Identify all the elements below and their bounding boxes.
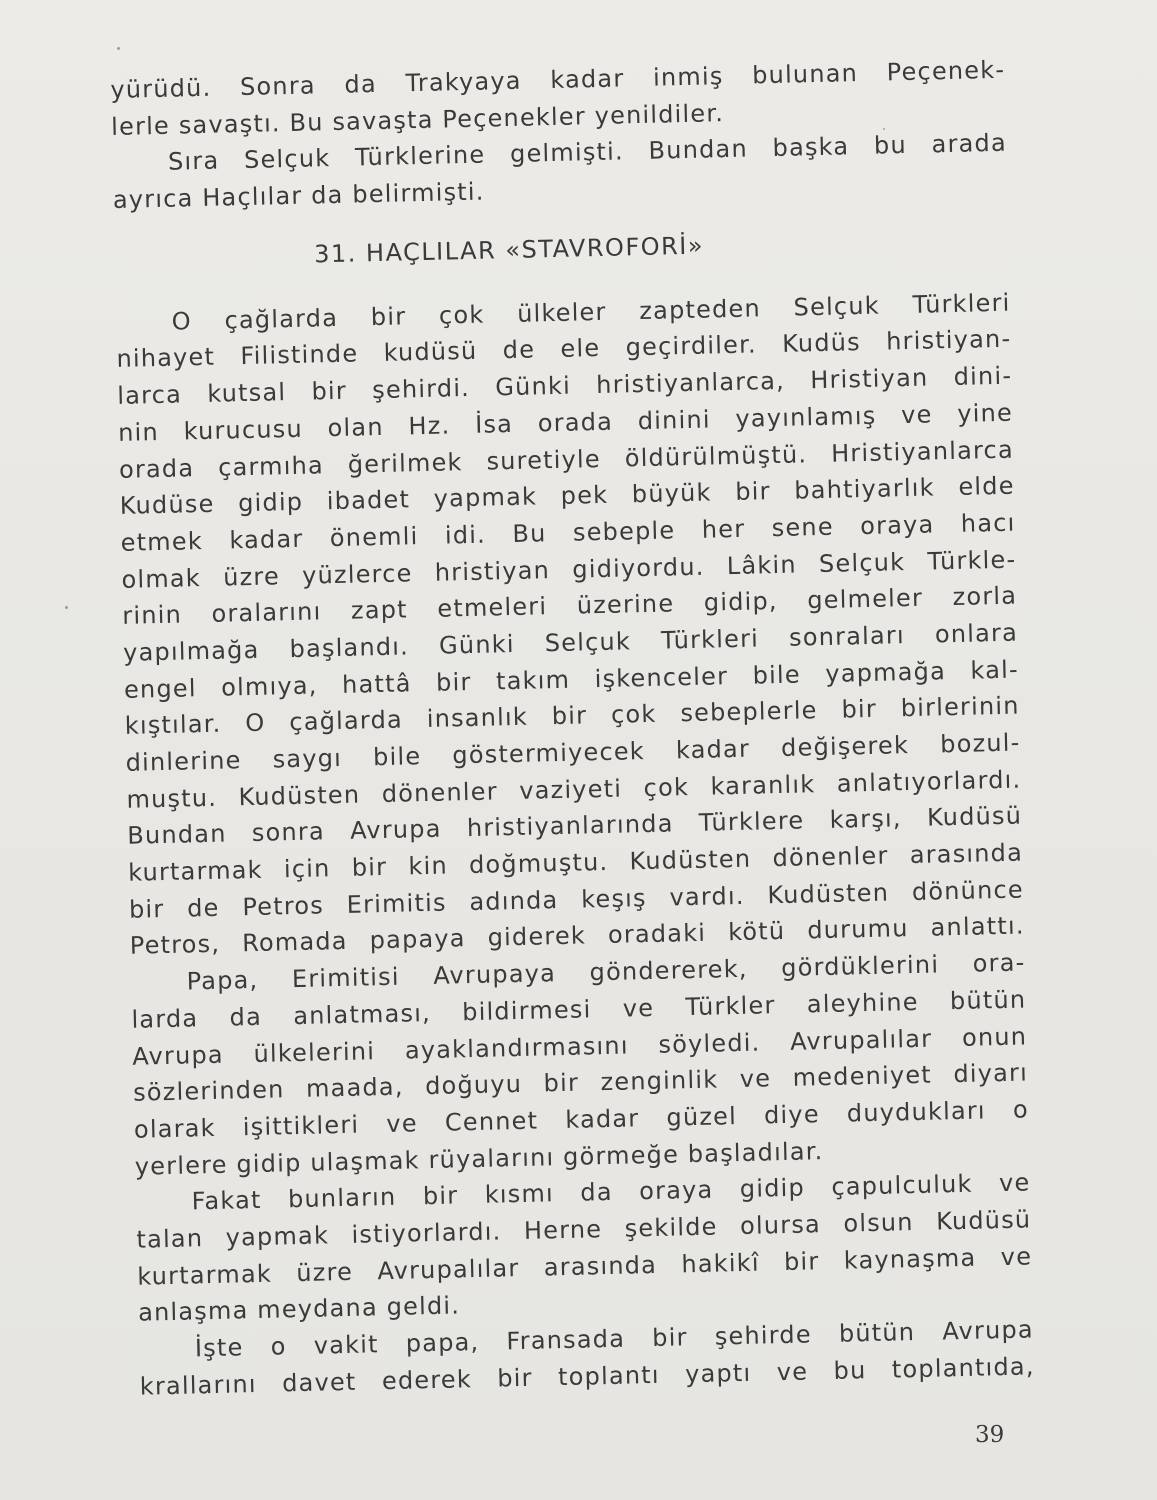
text-line: Kudüse gidip ibadet yapmak pek büyük bir bahtiyarlık elde <box>119 471 1015 521</box>
text-line: Avrupa ülkelerini ayaklandırmasını söyledi. Avrupalılar onun <box>132 1021 1028 1071</box>
text-line: nin kurucusu olan Hz. İsa orada dinini yayınlamış ve yine <box>117 398 1014 447</box>
text-line: kurtarmak için bir kin doğmuştu. Kudüsten dönenler arasında <box>127 838 1024 887</box>
body-text <box>110 52 1035 1405</box>
text-line: yapılmağa başlandı. Günki Selçuk Türkleri sonraları onlara <box>122 618 1019 667</box>
text-line: Fakat bunların bir kısmı da oraya gidip çapulculuk ve <box>191 1168 1031 1216</box>
dust-speck <box>117 47 120 50</box>
text-line: talan yapmak istiyorlardı. Herne şekilde olursa olsun Kudüsü <box>136 1205 1032 1254</box>
text-line: larca kutsal bir şehirdi. Günki hristiyanlarca, Hristiyan dini- <box>117 361 1013 411</box>
text-line: Papa, Erimitisi Avrupaya göndererek, gördüklerini ora- <box>186 948 1026 996</box>
text-line: ayrıca Haçlılar da belirmişti. <box>112 177 485 215</box>
text-line: Bundan sonra Avrupa hristiyanlarında Türklere karşı, Kudüsü <box>127 801 1023 851</box>
text-line: krallarını davet ederek bir toplantı yaptı ve bu toplantıda, <box>139 1352 1035 1401</box>
text-line: orada çarmıha ğerilmek suretiyle öldürülmüştü. Hristiyanlarca <box>118 435 1015 484</box>
text-line: engel olmıya, hattâ bir takım işkenceler bile yapmağa kal- <box>123 655 1020 704</box>
text-line: olarak işittikleri ve Cennet kadar güzel diye duydukları o <box>133 1095 1030 1144</box>
text-line: Petros, Romada papaya giderek oradaki kötü durumu anlattı. <box>129 911 1025 961</box>
text-line: bir de Petros Erimitis adında keşış vardı. Kudüsten dönünce <box>128 875 1025 924</box>
section-heading: 31. HAÇLILAR «STAVROFORİ» <box>313 231 705 269</box>
text-line: sözlerinden maada, doğuyu bir zenginlik ve medeniyet diyarı <box>132 1058 1029 1107</box>
text-line: nihayet Filistinde kudüsü de ele geçirdiler. Kudüs hristiyan- <box>116 325 1012 374</box>
text-line: olmak üzre yüzlerce hristiyan gidiyordu. Lâkin Selçuk Türkle- <box>121 545 1017 594</box>
text-line: kıştılar. O çağlarda insanlık bir çok sebeplerle bir birlerinin <box>124 691 1020 741</box>
text-line: kurtarmak üzre Avrupalılar arasında hakikî bir kaynaşma ve <box>137 1242 1033 1291</box>
text-line: Sıra Selçuk Türklerine gelmişti. Bundan başka bu arada <box>167 129 1008 177</box>
text-line: larda da anlatması, bildirmesi ve Türkler aleyhine bütün <box>131 985 1027 1034</box>
text-line: lerle savaştı. Bu savaşta Peçenekler yenildiler. <box>110 98 725 141</box>
text-line: yerlere gidip ulaşmak rüyalarını görmeğe başladılar. <box>134 1136 824 1181</box>
text-line: O çağlarda bir çok ülkeler zapteden Selçuk Türkleri <box>171 288 1011 336</box>
text-line: rinin oralarını zapt etmeleri üzerine gidip, gelmeler zorla <box>122 581 1018 631</box>
text-line: muştu. Kudüsten dönenler vaziyeti çok karanlık anlatıyorlardı. <box>126 765 1022 814</box>
text-line: yürüdü. Sonra da Trakyaya kadar inmiş bulunan Peçenek- <box>110 55 1006 104</box>
page-number: 39 <box>975 1422 1005 1448</box>
text-line: etmek kadar önemli idi. Bu sebeple her sene oraya hacı <box>120 508 1016 557</box>
text-line: dinlerine saygı bile göstermiyecek kadar değişerek bozul- <box>125 728 1021 777</box>
text-line: anlaşma meydana geldi. <box>137 1291 461 1327</box>
dust-speck <box>65 606 68 609</box>
text-line: İşte o vakit papa, Fransada bir şehirde bütün Avrupa <box>194 1315 1035 1363</box>
